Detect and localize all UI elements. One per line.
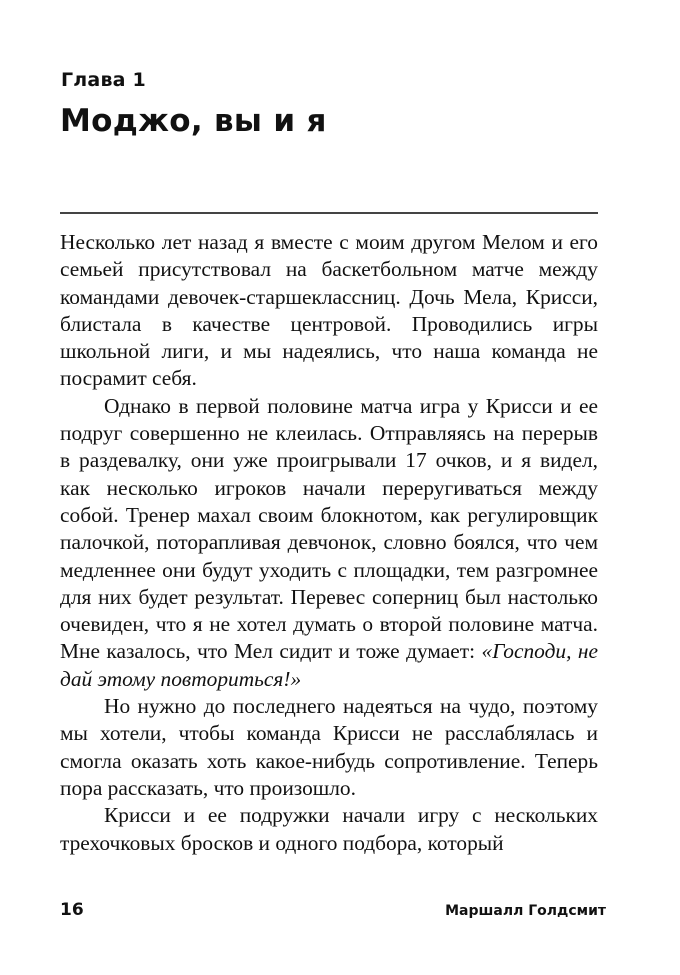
- page-number: 16: [60, 900, 84, 920]
- chapter-title: Моджо, вы и я: [60, 103, 327, 139]
- title-divider: [60, 212, 598, 214]
- chapter-label: Глава 1: [61, 69, 146, 91]
- paragraph: Но нужно до последнего надеяться на чудо, поэтому мы хотели, чтобы команда Крисси не расслаблялась и смогла оказать хоть какое-нибудь сопротивление. Теперь пора рассказать, что произошло.: [60, 694, 598, 800]
- paragraph: [60, 393, 598, 693]
- body-text: [60, 229, 598, 857]
- running-footer-author: Маршалл Голдсмит: [445, 903, 606, 919]
- paragraph-text: Однако в первой половине матча игра у Крисси и ее подруг совершенно не клеилась. Отправляясь на перерыв в раздевалку, они уже проигрывали 17 очков, и я видел, как несколько игроков начали переругиваться между собой. Тренер махал своим блокнотом, как регулировщик палочкой, поторапливая девчонок, словно боялся, что чем медленнее они будут уходить с площадки, тем разгромнее для них будет результат. Перевес соперниц был настолько очевиден, что я не хотел думать о второй половине матча. Мне казалось, что Мел сидит и тоже думает:: [60, 393, 598, 664]
- paragraph: Несколько лет назад я вместе с моим другом Мелом и его семьей присутствовал на баскетбольном матче между командами девочек-старшеклассниц. Дочь Мела, Крисси, блистала в качестве центровой. Проводились игры школьной лиги, и мы надеялись, что наша команда не посрамит себя.: [60, 230, 598, 391]
- paragraph: Крисси и ее подружки начали игру с нескольких трехочковых бросков и одного подбора, который: [60, 803, 598, 855]
- italic-quote: «Господи, не дай этому повториться!»: [60, 639, 598, 691]
